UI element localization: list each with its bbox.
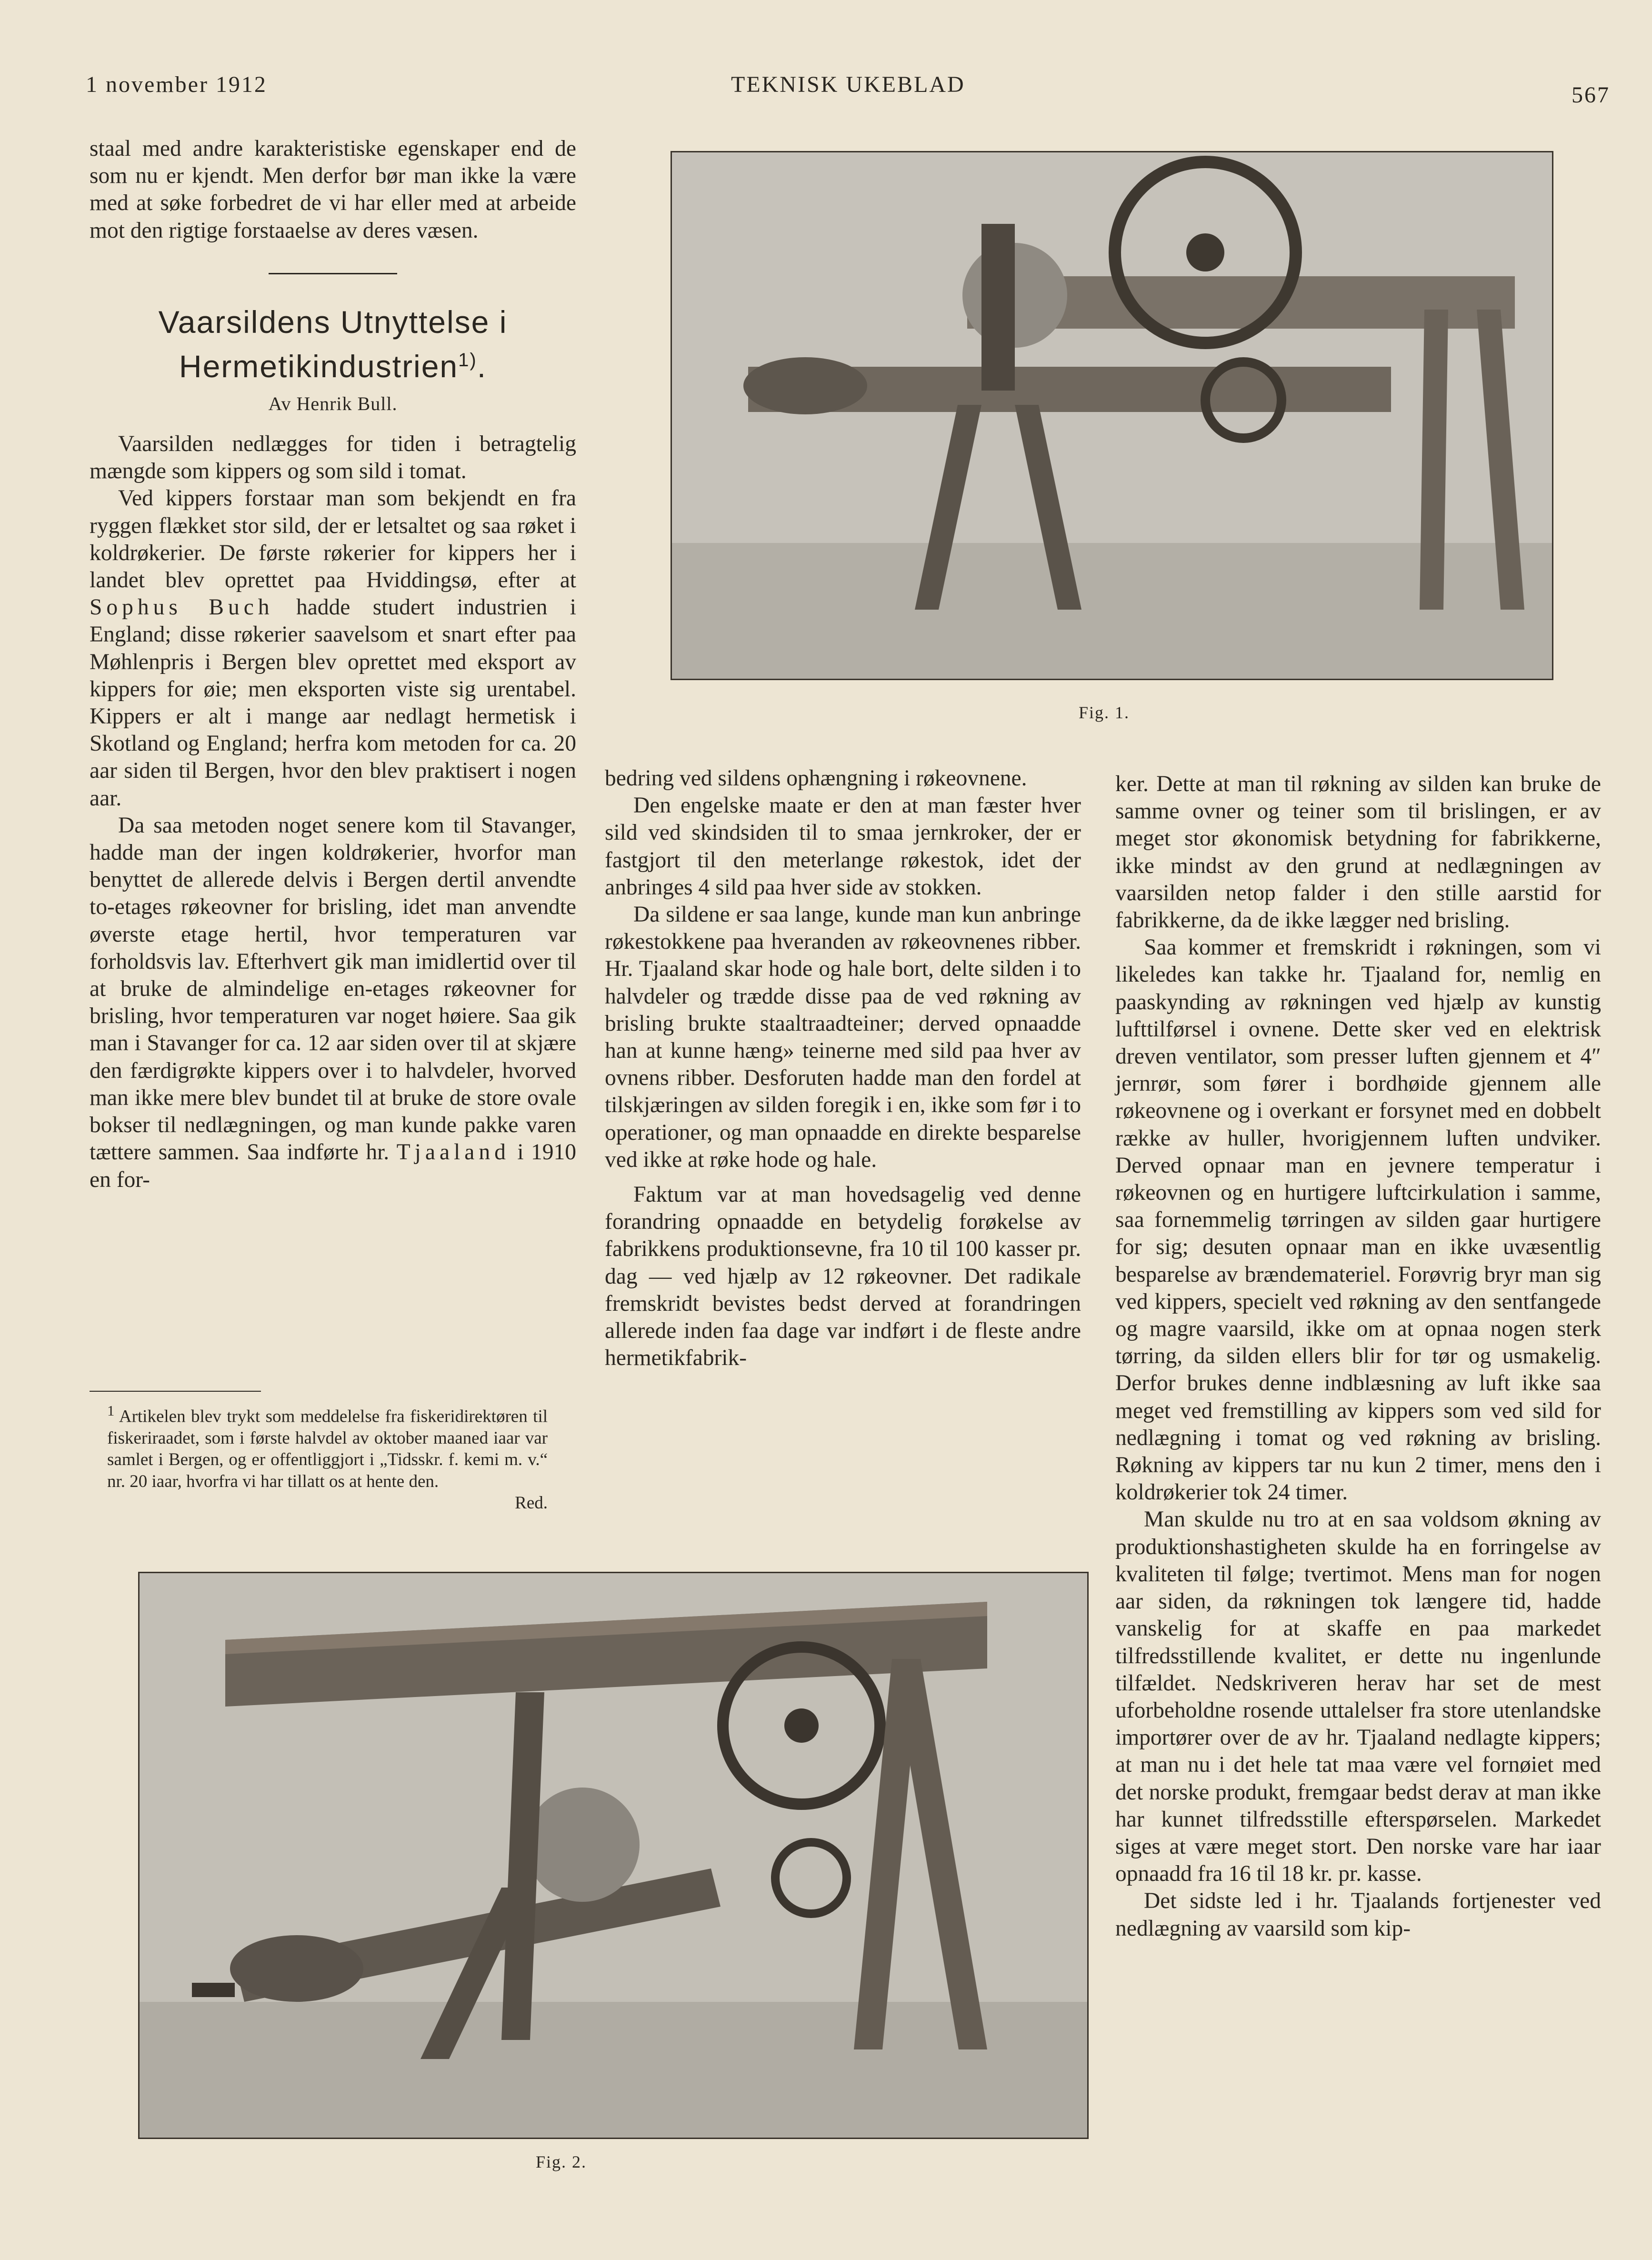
footnote-signature: Red. [515,1493,548,1513]
footnote-mark: 1 [107,1403,115,1419]
smoking-machine-illustration [672,152,1552,679]
figure-1-photo [671,151,1553,680]
header-date: 1 november 1912 [86,72,267,97]
column-3 [1115,771,1601,1942]
footnote-text: Artikelen blev trykt som meddelelse fra fiskeridirektøren til fiskeriraadet, som i første halvdel av oktober maaned iaar var samlet i Bergen, og er offentliggjort i „Tidsskr. f. kemi m. v.“ nr. 20 iaar, hvorfra vi har tillatt os at hente den. [107,1406,548,1491]
paragraph: Man skulde nu tro at en saa voldsom økning av produktionshastigheten skulde ha en forringelse av kvaliteten til følge; tvertimot. Mens man for nogen aar siden, da røkningen tok længere tid, hadde vanskelig for at skaffe en paa markedet tilfredsstillende kvalitet, er dette nu ingenlunde tilfældet. Nedskriveren herav har set de mest uforbeholdne rosende uttalelser fra store utenlandske importører over de av hr. Tjaaland nedlagte kippers; at man nu i det hele tat maa være vel fornøiet med det norske produkt, fremgaar bedst derav at man ikke har kunnet tilfredsstille efterspørselen. Markedet siges at være meget stort. Den norske vare har iaar opnaadd fra 16 til 18 kr. pr. kasse. [1115,1507,1601,1887]
page-number: 567 [1572,82,1610,108]
footnote [107,1400,548,1514]
title-footnote-ref: 1) [458,349,477,371]
intro-paragraph: staal med andre karakteristiske egenskaper end de som nu er kjendt. Men derfor bør man ikke la være med at søke forbedret de vi har eller med at arbeide mot den rigtige forstaaelse av deres væsen. [90,136,576,243]
footnote-rule [90,1391,261,1392]
paragraph: Faktum var at man hovedsagelig ved denne forandring opnaadde en betydelig forøkelse av fabrikkens produktionsevne, fra 10 til 100 kasser pr. dag — ved hjælp av 12 røkeovner. Det radikale fremskridt bevistes bedst derved at forandringen allerede inden faa dage var indført i de fleste andre hermetikfabrik- [605,1182,1081,1371]
byline: Av Henrik Bull. [268,392,398,414]
smoking-machine-illustration [140,1573,1087,2138]
title-end: . [477,348,487,384]
figure-1-caption: Fig. 1. [1079,703,1130,722]
paragraph-text: hadde studert industrien i England; disse røkerier saavelsom et snart efter paa Møhlenpris i Bergen blev oprettet med eksport av kippers for øie; men eksporten viste sig urentabel. Kippers er alt i mange aar nedlagt hermetisk i Skotland og England; herfra kom metoden for ca. 20 aar siden til Bergen, hvor den blev praktisert i nogen aar. [90,595,576,811]
column-1 [90,135,576,1194]
figure-2-photo [138,1572,1089,2139]
paragraph: bedring ved sildens ophængning i røkeovnene. [605,766,1027,791]
paragraph-text: Ved kippers forstaar man som bekjendt en fra ryggen flækket stor sild, der er letsaltet og saa røket i koldrøkerier. De første røkerier for kippers her i landet blev oprettet paa Hviddingsø, efter at [90,486,576,593]
title-line-2: Hermetikindustrien [179,348,459,384]
paragraph [90,485,576,812]
paragraph-text: Da saa metoden noget senere kom til Stavanger, hadde man der ingen koldrøkerier, hvorfor man benyttet de allerede delvis i Bergen dertil anvendte to-etages røkeovner for brisling, idet man anvendte øverste etage hertil, hvor temperaturen var forholdsvis lav. Efterhvert gik man imidlertid over til at bruke de almindelige en-etages røkeovner for brisling, hvor temperaturen var noget høiere. Saa gik man i Stavanger for ca. 12 aar siden over til at skjære den færdigrøkte kippers over i to halvdeler, hvorved man ikke mere blev bundet til at bruke de store ovale bokser til nedlægningen, og man kunde pakke varen tættere sammen. Saa indførte hr. [90,813,576,1165]
figure-2-caption: Fig. 2. [536,2152,587,2171]
paragraph: Da sildene er saa lange, kunde man kun anbringe røkestokkene paa hveranden av røkeovnenes ribber. Hr. Tjaaland skar hode og hale bort, delte silden i to halvdeler og trædde disse paa de ved røkning av brisling brukte staaltraadteiner; derved opnaadde han at kunne hæng» teinerne med sild paa hver av ovnens ribber. Desforuten hadde man den fordel at tilskjæringen av silden foregik i en, ikke som før i to operationer, og man opnaadde en direkte besparelse ved ikke at røke hode og hale. [605,902,1081,1172]
paragraph [90,812,576,1194]
title-line-1: Vaarsildens Utnyttelse i [158,304,508,340]
person-name: Sophus Buch [90,595,274,620]
paragraph: Det sidste led i hr. Tjaalands fortjenester ved nedlægning av vaarsild som kip- [1115,1888,1601,1941]
paragraph: Den engelske maate er den at man fæster hver sild ved skindsiden til to smaa jernkroker, der er fastgjort til den meterlange røkestok, idet der anbringes 4 sild paa hver side av stokken. [605,793,1081,900]
paragraph: Saa kommer et fremskridt i røkningen, som vi likeledes kan takke hr. Tjaaland for, nemlig en paaskynding av røkningen ved hjælp av kunstig lufttilførsel i ovnene. Dette sker ved en elektrisk dreven ventilator, som presser luften gjennem et 4″ jernrør, som fører i bordhøide gjennem alle røkeovnene og i overkant er forsynet med en dobbelt række av huller, hvorigjennem luften undviker. Derved opnaar man en jevnere temperatur i røkeovnen og en hurtigere luftcirkulation i samme, saa fornemmelig tørringen av silden gaar hurtigere for sig; desuten opnaar man en ikke uvæsentlig besparelse av brændemateriel. Forøvrig bryr man sig ved kippers, specielt ved røkning av den sentfangede og magre vaarsild, ikke om at opnaa nogen sterk tørring, da silden ellers blir for tør og usmakelig. Derfor brukes denne indblæsning av luft ikke saa meget ved fremstilling av kippers som ved sild for nedlægning i tomat og ved røkning av brisling. Røkning av kippers tar nu kun 2 timer, mens den i koldrøkerier tok 24 timer. [1115,935,1601,1505]
paragraph-text: i 1910 en for- [90,1140,577,1192]
paragraph: ker. Dette at man til røkning av silden kan bruke de samme ovner og teiner som til brislingen, er av meget stor økonomisk betydning for fabrikkerne, ikke mindst av den grund at nedlægningen av vaarsilden netop falder i den stille aarstid for fabrikkerne, da de ikke lægger ned brisling. [1115,772,1601,933]
column-2 [605,765,1081,1372]
article-title [90,303,576,385]
header-journal: TEKNISK UKEBLAD [731,72,965,97]
person-name: Tjaaland [396,1140,510,1165]
paragraph: Vaarsilden nedlægges for tiden i betragtelig mængde som kippers og som sild i tomat. [90,432,576,484]
